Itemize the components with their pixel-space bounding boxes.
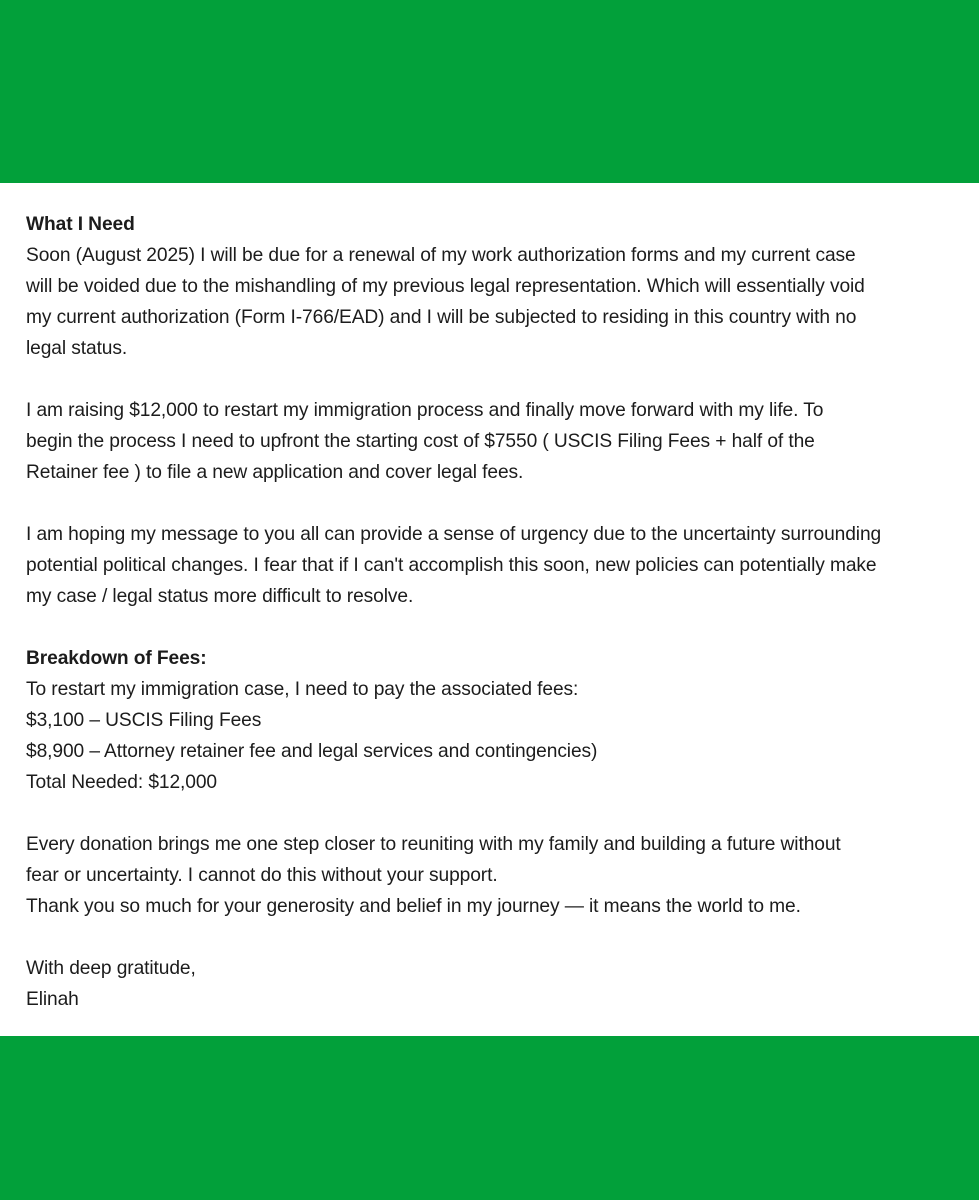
fee-item: $8,900 – Attorney retainer fee and legal services and contingencies) <box>26 741 598 762</box>
top-green-band <box>0 0 979 183</box>
raising-paragraph <box>26 395 969 488</box>
need-paragraph-line: legal status. <box>26 338 128 359</box>
paragraph-spacer <box>26 922 969 953</box>
fees-heading: Breakdown of Fees: <box>26 648 207 669</box>
raising-paragraph-line: begin the process I need to upfront the starting cost of $7550 ( USCIS Filing Fees + half of the <box>26 431 815 452</box>
what-i-need-heading: What I Need <box>26 214 135 235</box>
urgency-paragraph-line: my case / legal status more difficult to resolve. <box>26 586 414 607</box>
closing-paragraph-line: fear or uncertainty. I cannot do this without your support. <box>26 865 498 886</box>
paragraph-spacer <box>26 798 969 829</box>
what-i-need-section <box>26 209 969 364</box>
paragraph-spacer <box>26 364 969 395</box>
bottom-green-band <box>0 1036 979 1200</box>
need-paragraph-line: will be voided due to the mishandling of my previous legal representation. Which will essentially void <box>26 276 865 297</box>
closing-paragraph-line: Thank you so much for your generosity and belief in my journey — it means the world to me. <box>26 896 801 917</box>
fees-total: Total Needed: $12,000 <box>26 772 217 793</box>
fees-intro: To restart my immigration case, I need to pay the associated fees: <box>26 679 579 700</box>
urgency-paragraph-line: potential political changes. I fear that if I can't accomplish this soon, new policies can potentially make <box>26 555 877 576</box>
fees-section <box>26 643 969 798</box>
closing-paragraph <box>26 829 969 922</box>
letter-body <box>0 183 979 1036</box>
need-paragraph-line: my current authorization (Form I-766/EAD) and I will be subjected to residing in this country with no <box>26 307 857 328</box>
fee-item: $3,100 – USCIS Filing Fees <box>26 710 262 731</box>
raising-paragraph-line: I am raising $12,000 to restart my immigration process and finally move forward with my life. To <box>26 400 824 421</box>
signoff-salutation: With deep gratitude, <box>26 958 196 979</box>
urgency-paragraph <box>26 519 969 612</box>
signoff <box>26 953 969 1015</box>
paragraph-spacer <box>26 612 969 643</box>
paragraph-spacer <box>26 488 969 519</box>
need-paragraph-line: Soon (August 2025) I will be due for a renewal of my work authorization forms and my current case <box>26 245 856 266</box>
urgency-paragraph-line: I am hoping my message to you all can provide a sense of urgency due to the uncertainty surrounding <box>26 524 882 545</box>
signoff-name: Elinah <box>26 989 79 1010</box>
closing-paragraph-line: Every donation brings me one step closer to reuniting with my family and building a future without <box>26 834 841 855</box>
raising-paragraph-line: Retainer fee ) to file a new application and cover legal fees. <box>26 462 524 483</box>
